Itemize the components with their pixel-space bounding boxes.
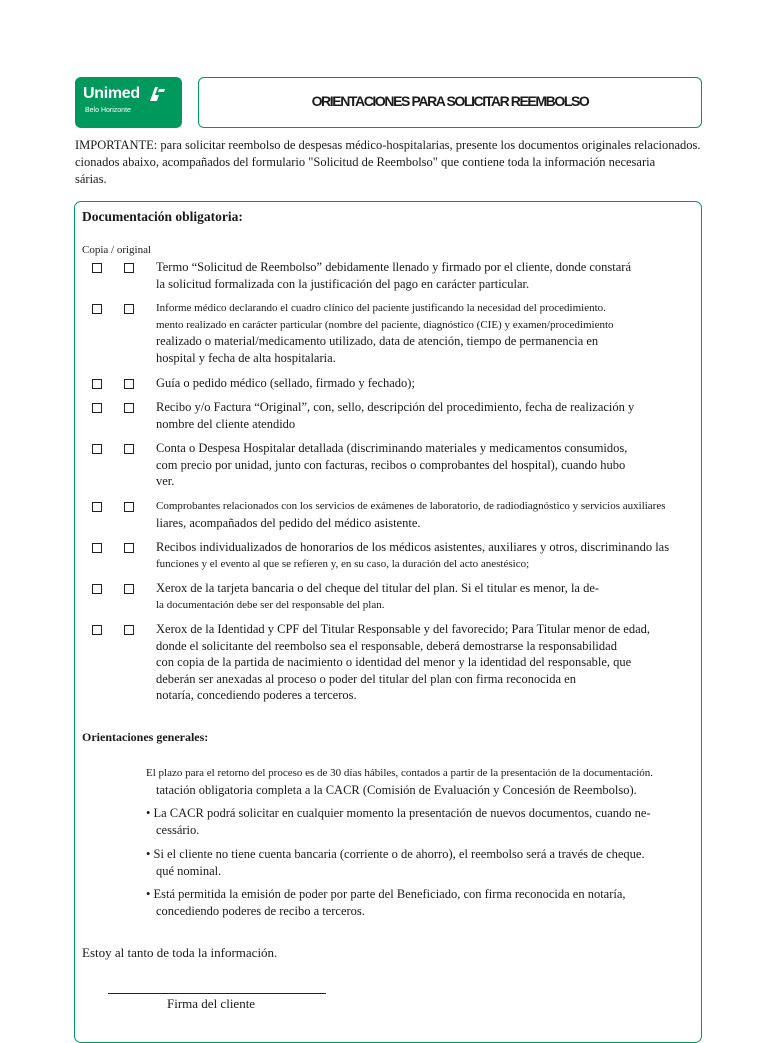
- copy-checkbox[interactable]: [92, 625, 102, 635]
- copy-original-label: Copia / original: [82, 244, 152, 256]
- copy-checkbox[interactable]: [92, 304, 102, 314]
- doc-item-line: la documentación debe ser del responsable del plan.: [156, 598, 385, 611]
- doc-item: [156, 375, 415, 392]
- general-item-line: • La CACR podrá solicitar en cualquier momento la presentación de nuevos documentos, cuando ne-: [146, 806, 651, 820]
- intro-line: sárias.: [75, 172, 107, 186]
- general-item: [146, 805, 651, 838]
- doc-item-line: Termo “Solicitud de Reembolso” debidamente llenado y firmado por el cliente, donde constará: [156, 260, 632, 274]
- doc-item: [156, 580, 599, 613]
- doc-item-line: hospital y fecha de alta hospitalaria.: [156, 350, 336, 365]
- original-checkbox[interactable]: [124, 379, 134, 389]
- doc-item-line: Informe médico declarando el cuadro clínico del paciente justificando la necesidad del procedimiento.: [156, 302, 606, 314]
- title-box: [198, 77, 702, 128]
- doc-item-line: realizado o material/medicamento utilizado, data de atención, tiempo de permanencia en: [156, 334, 599, 349]
- acknowledgement-text: Estoy al tanto de toda la información.: [82, 945, 278, 960]
- copy-checkbox[interactable]: [92, 502, 102, 512]
- general-item-line: cessário.: [156, 822, 200, 837]
- doc-item: [156, 621, 650, 704]
- original-checkbox[interactable]: [124, 502, 134, 512]
- doc-item-line: Recibos individualizados de honorarios de los médicos asistentes, auxiliares y otros, discriminando las: [156, 540, 670, 554]
- logo-name: Unimed: [83, 85, 140, 102]
- copy-checkbox[interactable]: [92, 403, 102, 413]
- general-item-line: concediendo poderes de recibo a terceros.: [156, 903, 365, 918]
- documentation-heading: Documentación obligatoria:: [82, 209, 243, 224]
- doc-item-line: Conta o Despesa Hospitalar detallada (discriminando materiales y medicamentos consumidos,: [156, 441, 628, 455]
- doc-item-line: Guía o pedido médico (sellado, firmado y fechado);: [156, 376, 415, 390]
- copy-checkbox[interactable]: [92, 584, 102, 594]
- unimed-tree-icon: [147, 85, 167, 103]
- original-checkbox[interactable]: [124, 584, 134, 594]
- general-item-line: • Está permitida la emisión de poder por parte del Beneficiado, con firma reconocida en notaría,: [146, 887, 626, 901]
- copy-checkbox[interactable]: [92, 379, 102, 389]
- doc-item-line: funciones y el evento al que se refieren y, en su caso, la duración del acto anestésico;: [156, 557, 530, 570]
- doc-item-line: liares, acompañados del pedido del médico asistente.: [156, 515, 421, 530]
- doc-item-line: Xerox de la tarjeta bancaria o del cheque del titular del plan. Si el titular es menor, la de-: [156, 581, 600, 595]
- doc-item: [156, 259, 631, 292]
- doc-item-line: ver.: [156, 474, 175, 489]
- copy-checkbox[interactable]: [92, 263, 102, 273]
- general-item-line: • Si el cliente no tiene cuenta bancaria (corriente o de ahorro), el reembolso será a través de cheque.: [146, 847, 645, 861]
- doc-item: [156, 539, 669, 572]
- signature-label: Firma del cliente: [167, 996, 256, 1011]
- general-item-line: El plazo para el retorno del proceso es de 30 días hábiles, contados a partir de la presentación de la documentación.: [146, 767, 654, 779]
- original-checkbox[interactable]: [124, 304, 134, 314]
- general-heading: Orientaciones generales:: [82, 730, 209, 744]
- intro-line: cionados abaixo, acompañados del formulario "Solicitud de Reembolso" que contiene toda la información necesaria: [75, 155, 656, 169]
- copy-checkbox[interactable]: [92, 444, 102, 454]
- doc-item-line: Recibo y/o Factura “Original”, con, sello, descripción del procedimiento, fecha de realización y: [156, 400, 635, 414]
- doc-item-line: deberán ser anexadas al proceso o poder del titular del plan con firma reconocida en: [156, 671, 576, 686]
- general-item: [146, 765, 653, 798]
- doc-item-line: mento realizado en carácter particular (nombre del paciente, diagnóstico (CIE) y examen/procedimiento: [156, 318, 614, 331]
- doc-item-line: Xerox de la Identidad y CPF del Titular Responsable y del favorecido; Para Titular menor de edad,: [156, 622, 651, 636]
- doc-item-line: con copia de la partida de nacimiento o identidad del menor y la identidad del responsable, que: [156, 655, 632, 670]
- doc-item-line: notaría, concediendo poderes a terceros.: [156, 688, 357, 703]
- doc-item-line: nombre del cliente atendido: [156, 416, 296, 431]
- intro-text: [75, 137, 715, 188]
- doc-item: [156, 399, 634, 432]
- signature-line[interactable]: [108, 993, 326, 994]
- general-item-line: tatación obligatoria completa a la CACR (Comisión de Evaluación y Concesión de Reembolso).: [156, 782, 637, 797]
- logo-subtitle: Belo Horizonte: [85, 107, 131, 114]
- original-checkbox[interactable]: [124, 625, 134, 635]
- doc-item: [156, 300, 614, 366]
- original-checkbox[interactable]: [124, 403, 134, 413]
- doc-item-line: la solicitud formalizada con la justificación del pago en carácter particular.: [156, 276, 530, 291]
- doc-item-line: donde el solicitante del reembolso sea el responsable, deberá demostrarse la responsabilidad: [156, 638, 617, 653]
- intro-line: IMPORTANTE: para solicitar reembolso de despesas médico-hospitalarias, presente los documentos originales relacionados.: [75, 138, 701, 152]
- general-item: [146, 886, 626, 919]
- original-checkbox[interactable]: [124, 444, 134, 454]
- original-checkbox[interactable]: [124, 543, 134, 553]
- doc-item: [156, 498, 666, 531]
- original-checkbox[interactable]: [124, 263, 134, 273]
- doc-item-line: com precio por unidad, junto con facturas, recibos o comprobantes del hospital), cuando hubo: [156, 457, 626, 472]
- general-item-line: qué nominal.: [156, 863, 222, 878]
- page-title: ORIENTACIONES PARA SOLICITAR REEMBOLSO: [311, 93, 589, 109]
- unimed-logo: [75, 77, 182, 128]
- doc-item: [156, 440, 627, 490]
- doc-item-line: Comprobantes relacionados con los servicios de exámenes de laboratorio, de radiodiagnóstico y servicios auxiliares: [156, 500, 666, 512]
- general-item: [146, 846, 645, 879]
- copy-checkbox[interactable]: [92, 543, 102, 553]
